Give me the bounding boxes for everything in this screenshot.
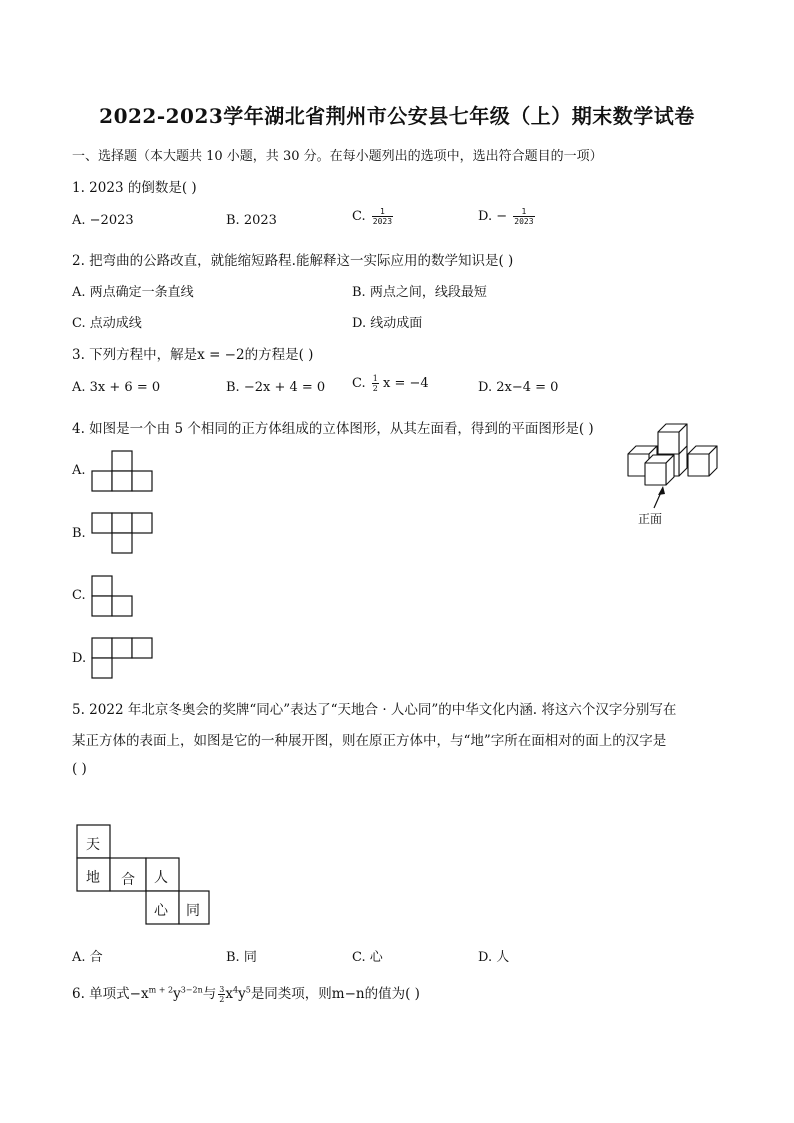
q6-exp-3: 4 (232, 985, 239, 995)
section-heading: 一、选择题（本大题共 10 小题，共 30 分。在每小题列出的选项中，选出符合题目的一项） (72, 149, 603, 164)
q6-exp-1: m + 2 (148, 985, 174, 995)
question-5-line-1: 5. 2022 年北京冬奥会的奖牌“同心”表达了“天地合 · 人心同”的中华文化内涵. 将这六个汉字分别写在 (72, 702, 677, 718)
q5-option-c: C. 心 (352, 950, 383, 965)
question-1-stem: 1. 2023 的倒数是( ) (72, 180, 197, 196)
q6-var-y: y (173, 986, 181, 1002)
q5-cube-net (76, 824, 210, 930)
q4-option-d: D. (72, 651, 87, 666)
net-cell-he: 合 (121, 872, 135, 888)
q4-option-d-figure (92, 637, 154, 679)
q1-option-c (352, 207, 393, 226)
q6-prefix: 6. 单项式−x (72, 986, 149, 1002)
q6-frac-num: 3 (219, 985, 225, 994)
question-5-line-3: ( ) (72, 761, 87, 777)
page-title: 2022-2023学年湖北省荆州市公安县七年级（上）期末数学试卷 (99, 104, 695, 128)
q5-option-d: D. 人 (478, 950, 510, 965)
q2-option-d: D. 线动成面 (352, 316, 423, 331)
q1-option-d (478, 207, 535, 226)
q6-exp-2: 3−2n (180, 985, 203, 995)
q1-option-c-fraction (372, 207, 393, 226)
q2-option-b: B. 两点之间，线段最短 (352, 285, 487, 300)
q1-c-denominator: 2023 (372, 217, 393, 226)
q6-and: 与 (202, 986, 217, 1002)
q3-option-b: B. −2x + 4 = 0 (226, 380, 326, 395)
q6-exp-4: 5 (245, 985, 251, 995)
net-cell-tian: 天 (86, 837, 100, 853)
q4-option-b-figure (92, 512, 154, 554)
net-cell-ren: 人 (154, 870, 168, 886)
net-cell-xin: 心 (154, 903, 168, 919)
q3-c-denominator: 2 (372, 384, 378, 393)
q4-option-b: B. (72, 526, 86, 541)
q1-option-b: B. 2023 (226, 213, 277, 228)
q4-option-a: A. (72, 463, 86, 478)
q1-d-denominator: 2023 (514, 217, 534, 226)
net-cell-di: 地 (86, 870, 100, 886)
q3-option-c-fraction (372, 374, 379, 393)
net-cell-tong: 同 (186, 903, 200, 919)
q4-option-c-figure (92, 575, 134, 617)
q5-option-a: A. 合 (72, 950, 103, 965)
q2-option-a: A. 两点确定一条直线 (72, 285, 194, 300)
question-5-line-2: 某正方体的表面上，如图是它的一种展开图，则在原正方体中，与“地”字所在面相对的面上的汉字是 (72, 733, 667, 749)
q6-suffix: 是同类项，则m−n的值为( ) (250, 986, 420, 1002)
q1-d-numerator: 1 (513, 207, 534, 217)
q1-option-d-label: D. − (478, 209, 508, 224)
q3-option-d: D. 2x−4 = 0 (478, 380, 559, 395)
q3-option-a: A. 3x + 6 = 0 (72, 380, 161, 395)
question-2-stem: 2. 把弯曲的公路改直，就能缩短路程.能解释这一实际应用的数学知识是( ) (72, 253, 514, 269)
q4-front-label: 正面 (638, 512, 663, 526)
q2-option-c: C. 点动成线 (72, 316, 142, 331)
q1-option-d-fraction (513, 207, 534, 226)
q4-cube-figure (620, 418, 730, 528)
q3-option-c (352, 374, 429, 393)
q6-var-x: x (225, 986, 233, 1002)
q3-c-numerator: 1 (372, 374, 378, 383)
q3-option-c-rest: x = −4 (383, 376, 429, 391)
q4-option-c: C. (72, 588, 86, 603)
q1-option-a: A. −2023 (72, 213, 134, 228)
q5-option-b: B. 同 (226, 950, 257, 965)
question-6-stem (72, 982, 420, 1004)
q3-option-c-label: C. (352, 376, 366, 391)
q1-option-c-label: C. (352, 209, 366, 224)
q1-c-numerator: 1 (372, 207, 393, 217)
q6-frac-den: 2 (219, 995, 225, 1004)
q6-var-y2: y (238, 986, 246, 1002)
question-4-stem: 4. 如图是一个由 5 个相同的正方体组成的立体图形，从其左面看，得到的平面图形是( ) (72, 421, 594, 437)
question-3-stem: 3. 下列方程中，解是x = −2的方程是( ) (72, 347, 314, 363)
q4-option-a-figure (92, 450, 154, 492)
